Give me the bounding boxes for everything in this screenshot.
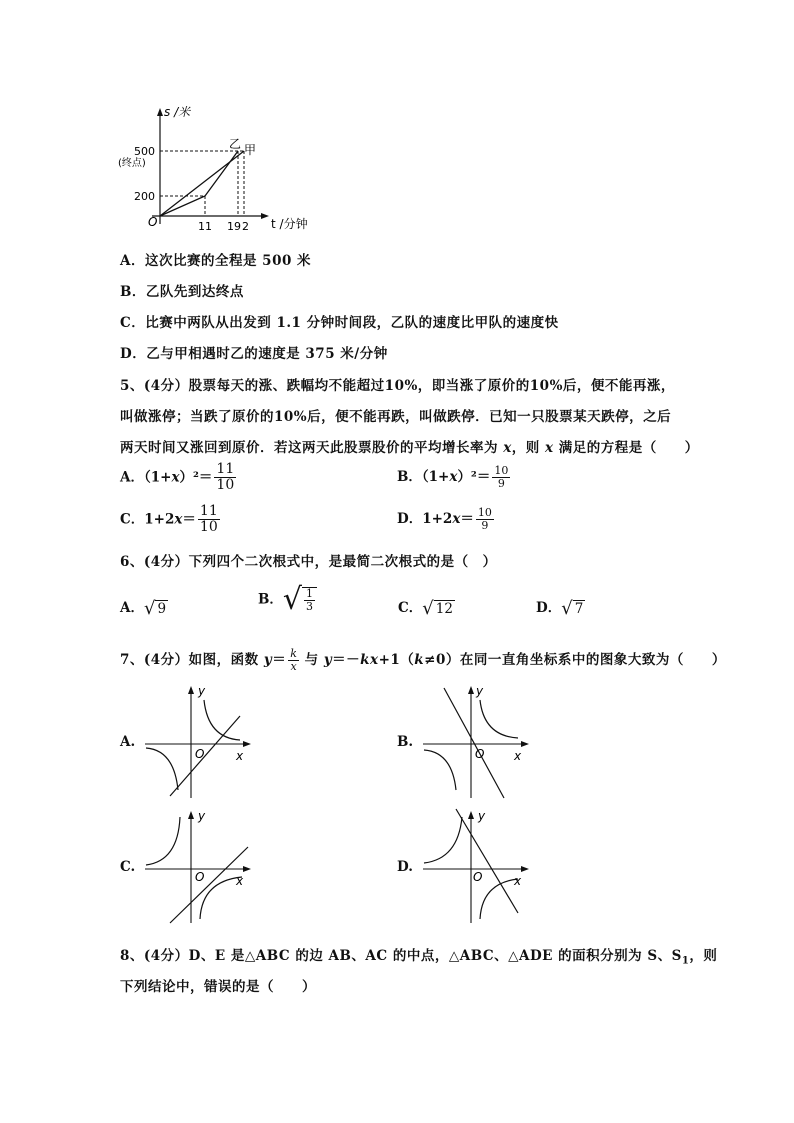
q6-option-a[interactable]: A． √ 9 [120,597,167,619]
line [170,716,240,796]
q7-graph-a[interactable] [140,678,260,803]
y-tick-500: 500 [134,145,155,158]
q4-option-b[interactable]: B．乙队先到达终点 [120,284,244,300]
q6-option-c[interactable]: C． √ 12 [398,597,453,619]
axis-x: x [514,749,522,763]
q7-graph-c[interactable] [140,803,260,928]
q7-option-d-label[interactable]: D. [397,859,413,875]
q6-stem: 6、(4分）下列四个二次根式中，是最简二次根式的是（ ） [120,554,497,570]
x-tick-2: 2 [242,220,249,233]
q7-stem: 7、(4分）如图，函数 y＝ $\frac{k}{x}$ 与 y＝－kx+1（k≠0）在同一直角坐标系中的图象大致为（ ） [120,647,726,674]
axis-y: y [478,809,486,823]
q4-option-c[interactable]: C．比赛中两队从出发到 1.1 分钟时间段，乙队的速度比甲队的速度快 [120,315,559,331]
q5-option-d[interactable]: D．1+2x＝ $\frac{10}{9}$ [397,506,492,533]
y-tick-end: (终点) [118,158,146,169]
label-yi: 乙 [229,137,242,151]
q7-option-a-label[interactable]: A. [120,734,136,750]
q7-option-c-label[interactable]: C. [120,859,136,875]
origin: O [475,747,485,761]
q7-graph-d[interactable] [418,803,538,928]
y-axis-arrow [157,108,163,116]
label-jia: 甲 [244,143,257,157]
hyperbola-q3 [146,748,178,790]
q8-stem-line2: 下列结论中，错误的是（ ） [120,979,316,995]
q5-stem-line1: 5、(4分）股票每天的涨、跌幅均不能超过10%，即当涨了原价的10%后，便不能再涨， [120,378,675,394]
axis-x: x [236,874,244,888]
q5-stem-line2: 叫做涨停；当跌了原价的10%后，便不能再跌，叫做跌停．已知一只股票某天跌停，之后 [120,409,672,425]
hyperbola-q3 [424,750,456,790]
axis-x: x [514,874,522,888]
q6-option-d[interactable]: D． √ 7 [536,597,584,619]
axis-x: x [236,749,244,763]
origin-label: O [148,215,158,229]
q4-option-d[interactable]: D．乙与甲相遇时乙的速度是 375 米/分钟 [120,346,388,362]
hyperbola-q2 [146,817,180,865]
line [456,809,518,913]
q5-option-b[interactable]: B．（1+x）²＝ $\frac{10}{9}$ [397,464,509,491]
q7-graph-b[interactable] [418,678,538,803]
hyperbola-q2 [424,817,462,863]
distance-time-chart [118,100,320,235]
axis-y: y [198,809,206,823]
axis-y: y [198,684,206,698]
q6-option-b[interactable]: B． √ $\frac{1}{3}$ [258,585,317,615]
hyperbola-q1 [480,700,518,738]
x-tick-19: 19 [227,220,241,233]
origin: O [195,747,205,761]
q5-stem-line3: 两天时间又涨回到原价．若这两天此股票股价的平均增长率为 x，则 x 满足的方程是（ ） [120,440,699,456]
y-tick-200: 200 [134,190,155,203]
y-axis-label: s /米 [164,105,191,119]
origin: O [195,870,205,884]
q5-option-c[interactable]: C．1+2x＝ $\frac{11}{10}$ [120,503,218,536]
x-axis-label: t /分钟 [271,217,308,231]
origin: O [473,870,483,884]
hyperbola-q4 [480,879,518,919]
q4-option-a[interactable]: A．这次比赛的全程是 500 米 [120,253,312,269]
x-axis-arrow [261,213,269,219]
series-jia [160,151,244,216]
x-tick-11: 11 [198,220,212,233]
q8-stem-line1: 8、(4分）D、E 是△ABC 的边 AB、AC 的中点，△ABC、△ADE 的面积分别为 S、$S_1$，则 [120,948,718,967]
line [444,688,504,798]
hyperbola-q1 [204,700,240,740]
q7-option-b-label[interactable]: B. [397,734,414,750]
axis-y: y [476,684,484,698]
q5-option-a[interactable]: A．（1+x）²＝ $\frac{11}{10}$ [120,461,235,494]
